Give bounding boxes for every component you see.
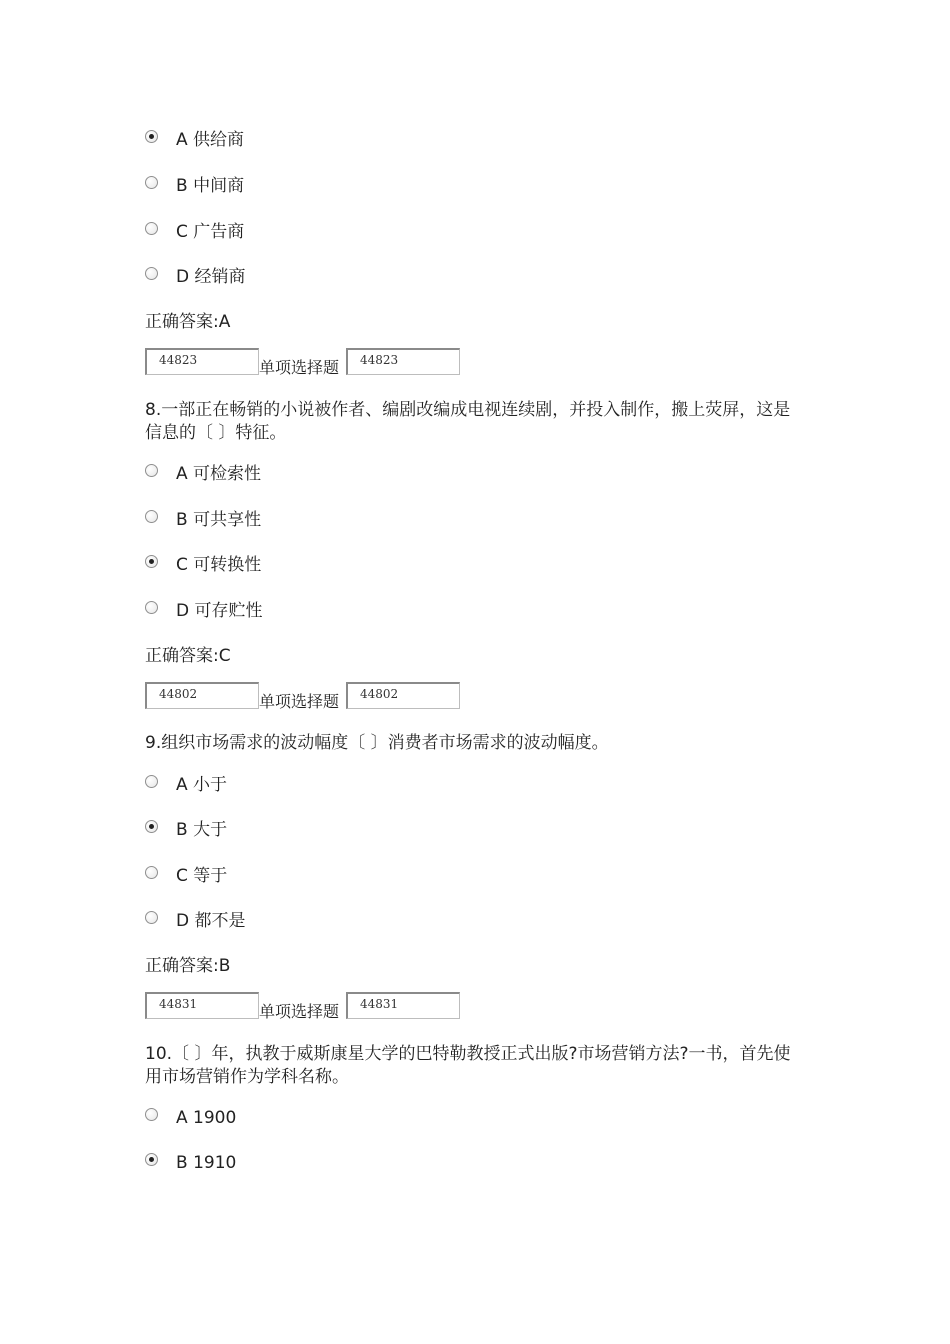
radio-button[interactable]	[145, 222, 158, 235]
option-label: B 1910	[176, 1153, 237, 1173]
question-text-10: 10.〔 〕年，执教于威斯康星大学的巴特勒教授正式出版?市场营销方法?一书，首先使用市场营销作为学科名称。	[145, 1044, 791, 1087]
option-label: A 小于	[176, 775, 228, 795]
option-label: B 大于	[176, 820, 228, 840]
radio-button[interactable]	[145, 464, 158, 477]
radio-button[interactable]	[145, 1153, 158, 1166]
radio-button[interactable]	[145, 1108, 158, 1121]
option-label: C 广告商	[176, 222, 245, 242]
radio-button[interactable]	[145, 130, 158, 143]
question-text-9: 9.组织市场需求的波动幅度〔 〕消费者市场需求的波动幅度。	[145, 733, 609, 753]
question-type-label: 单项选择题	[259, 1002, 340, 1021]
radio-button[interactable]	[145, 267, 158, 280]
question-id-field[interactable]: 44831	[346, 992, 460, 1019]
option-label: D 都不是	[176, 911, 246, 931]
question-id-field[interactable]: 44823	[346, 348, 460, 375]
option-label: C 等于	[176, 866, 228, 886]
correct-answer: 正确答案:B	[145, 956, 231, 976]
option-label: A 供给商	[176, 130, 245, 150]
question-id-field[interactable]: 44831	[145, 992, 259, 1019]
option-label: D 经销商	[176, 267, 246, 287]
radio-button[interactable]	[145, 510, 158, 523]
option-label: A 1900	[176, 1108, 237, 1128]
question-id-field[interactable]: 44802	[145, 682, 259, 709]
question-type-label: 单项选择题	[259, 358, 340, 377]
radio-button[interactable]	[145, 820, 158, 833]
radio-button[interactable]	[145, 911, 158, 924]
option-label: B 可共享性	[176, 510, 262, 530]
option-label: D 可存贮性	[176, 601, 263, 621]
radio-button[interactable]	[145, 775, 158, 788]
radio-button[interactable]	[145, 601, 158, 614]
option-label: A 可检索性	[176, 464, 262, 484]
radio-button[interactable]	[145, 866, 158, 879]
radio-button[interactable]	[145, 176, 158, 189]
question-type-label: 单项选择题	[259, 692, 340, 711]
correct-answer: 正确答案:C	[145, 646, 231, 666]
correct-answer: 正确答案:A	[145, 312, 231, 332]
question-id-field[interactable]: 44802	[346, 682, 460, 709]
option-label: B 中间商	[176, 176, 245, 196]
question-id-field[interactable]: 44823	[145, 348, 259, 375]
radio-button[interactable]	[145, 555, 158, 568]
option-label: C 可转换性	[176, 555, 262, 575]
question-text-8: 8.一部正在畅销的小说被作者、编剧改编成电视连续剧，并投入制作，搬上荧屏，这是信息的〔 〕特征。	[145, 400, 791, 443]
